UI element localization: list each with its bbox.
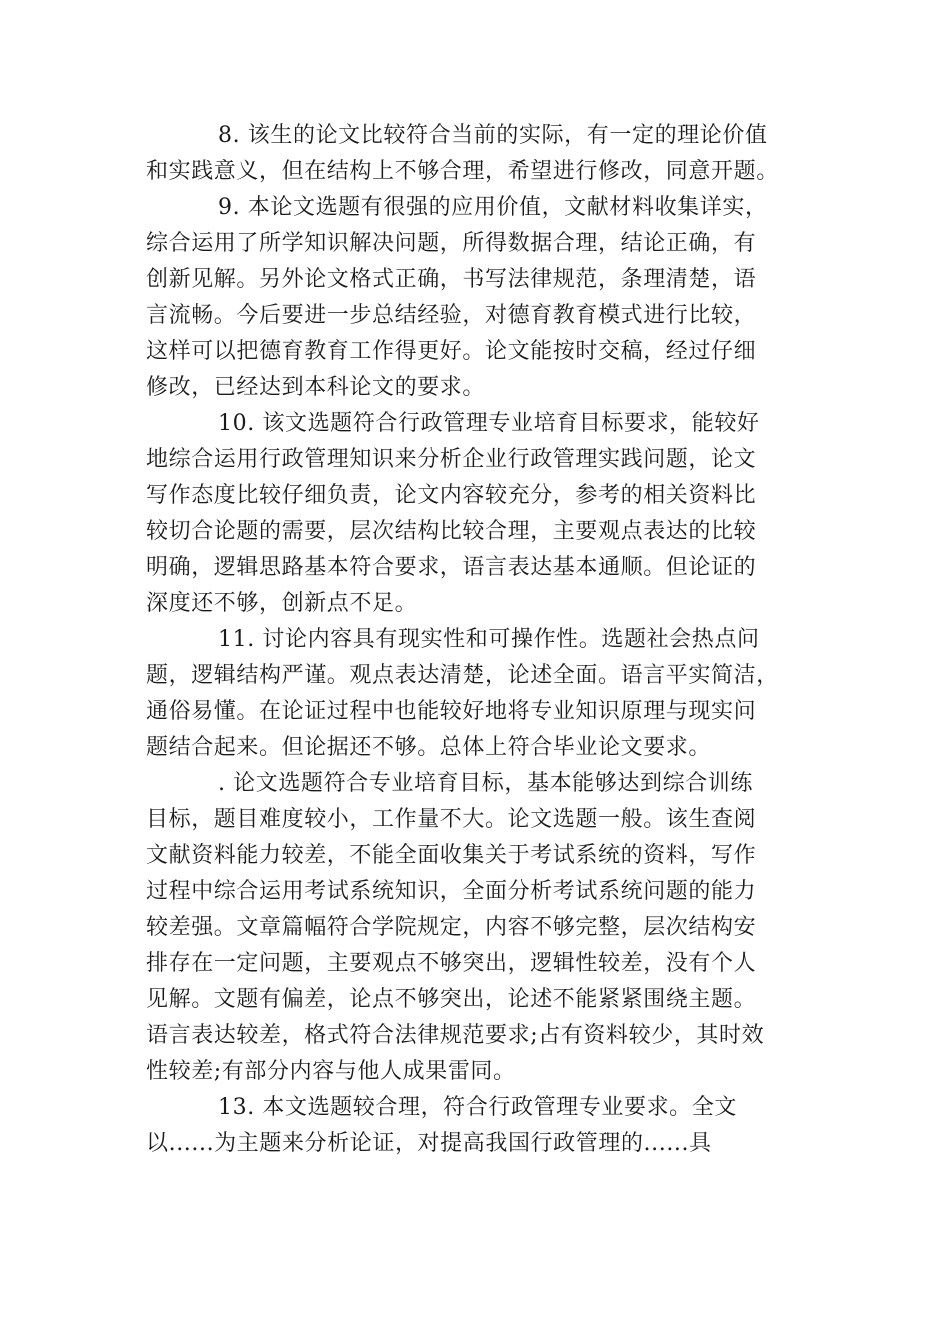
paragraph-11-line-2: 题，逻辑结构严谨。观点表达清楚，论述全面。语言平实简洁， [146, 663, 779, 688]
paragraph-10-line-2: 地综合运用行政管理知识来分析企业行政管理实践问题，论文 [146, 447, 757, 472]
paragraph-11-line-4: 题结合起来。但论据还不够。总体上符合毕业论文要求。 [146, 735, 712, 760]
paragraph-8-line-2: 和实践意义，但在结构上不够合理，希望进行修改，同意开题。 [146, 159, 779, 184]
paragraph-11-line-1: 11. 讨论内容具有现实性和可操作性。选题社会热点问 [218, 627, 760, 652]
paragraph-9-line-6: 修改，已经达到本科论文的要求。 [146, 375, 486, 400]
paragraph-12-line-1: . 论文选题符合专业培育目标，基本能够达到综合训练 [218, 771, 753, 796]
paragraph-12-line-5: 较差强。文章篇幅符合学院规定，内容不够完整，层次结构安 [146, 915, 757, 940]
paragraph-9-line-3: 创新见解。另外论文格式正确，书写法律规范，条理清楚，语 [146, 267, 757, 292]
paragraph-12-line-3: 文献资料能力较差，不能全面收集关于考试系统的资料，写作 [146, 843, 757, 868]
paragraph-13-line-2: 以......为主题来分析论证，对提高我国行政管理的......具 [146, 1131, 712, 1156]
paragraph-12-line-8: 语言表达较差，格式符合法律规范要求;占有资料较少，其时效 [146, 1023, 765, 1048]
paragraph-12-line-4: 过程中综合运用考试系统知识，全面分析考试系统问题的能力 [146, 879, 757, 904]
paragraph-10-line-3: 写作态度比较仔细负责，论文内容较充分，参考的相关资料比 [146, 483, 757, 508]
paragraph-9-line-1: 9. 本论文选题有很强的应用价值，文献材料收集详实， [218, 195, 768, 220]
paragraph-9-line-2: 综合运用了所学知识解决问题，所得数据合理，结论正确，有 [146, 231, 757, 256]
paragraph-12-line-7: 见解。文题有偏差，论点不够突出，论述不能紧紧围绕主题。 [146, 987, 757, 1012]
paragraph-8-line-1: 8. 该生的论文比较符合当前的实际，有一定的理论价值 [218, 123, 768, 148]
paragraph-9-line-4: 言流畅。今后要进一步总结经验，对德育教育模式进行比较， [146, 303, 757, 328]
paragraph-10-line-4: 较切合论题的需要，层次结构比较合理，主要观点表达的比较 [146, 519, 757, 544]
paragraph-12-line-6: 排存在一定问题，主要观点不够突出，逻辑性较差，没有个人 [146, 951, 757, 976]
document-body [146, 118, 826, 1162]
paragraph-13-line-1: 13. 本文选题较合理，符合行政管理专业要求。全文 [218, 1095, 737, 1120]
paragraph-10-line-1: 10. 该文选题符合行政管理专业培育目标要求，能较好 [218, 411, 760, 436]
paragraph-12-line-2: 目标，题目难度较小，工作量不大。论文选题一般。该生查阅 [146, 807, 757, 832]
paragraph-9-line-5: 这样可以把德育教育工作得更好。论文能按时交稿，经过仔细 [146, 339, 757, 364]
paragraph-12-line-9: 性较差;有部分内容与他人成果雷同。 [146, 1059, 516, 1084]
paragraph-10-line-6: 深度还不够，创新点不足。 [146, 591, 418, 616]
paragraph-10-line-5: 明确，逻辑思路基本符合要求，语言表达基本通顺。但论证的 [146, 555, 757, 580]
paragraph-11-line-3: 通俗易懂。在论证过程中也能较好地将专业知识原理与现实问 [146, 699, 757, 724]
